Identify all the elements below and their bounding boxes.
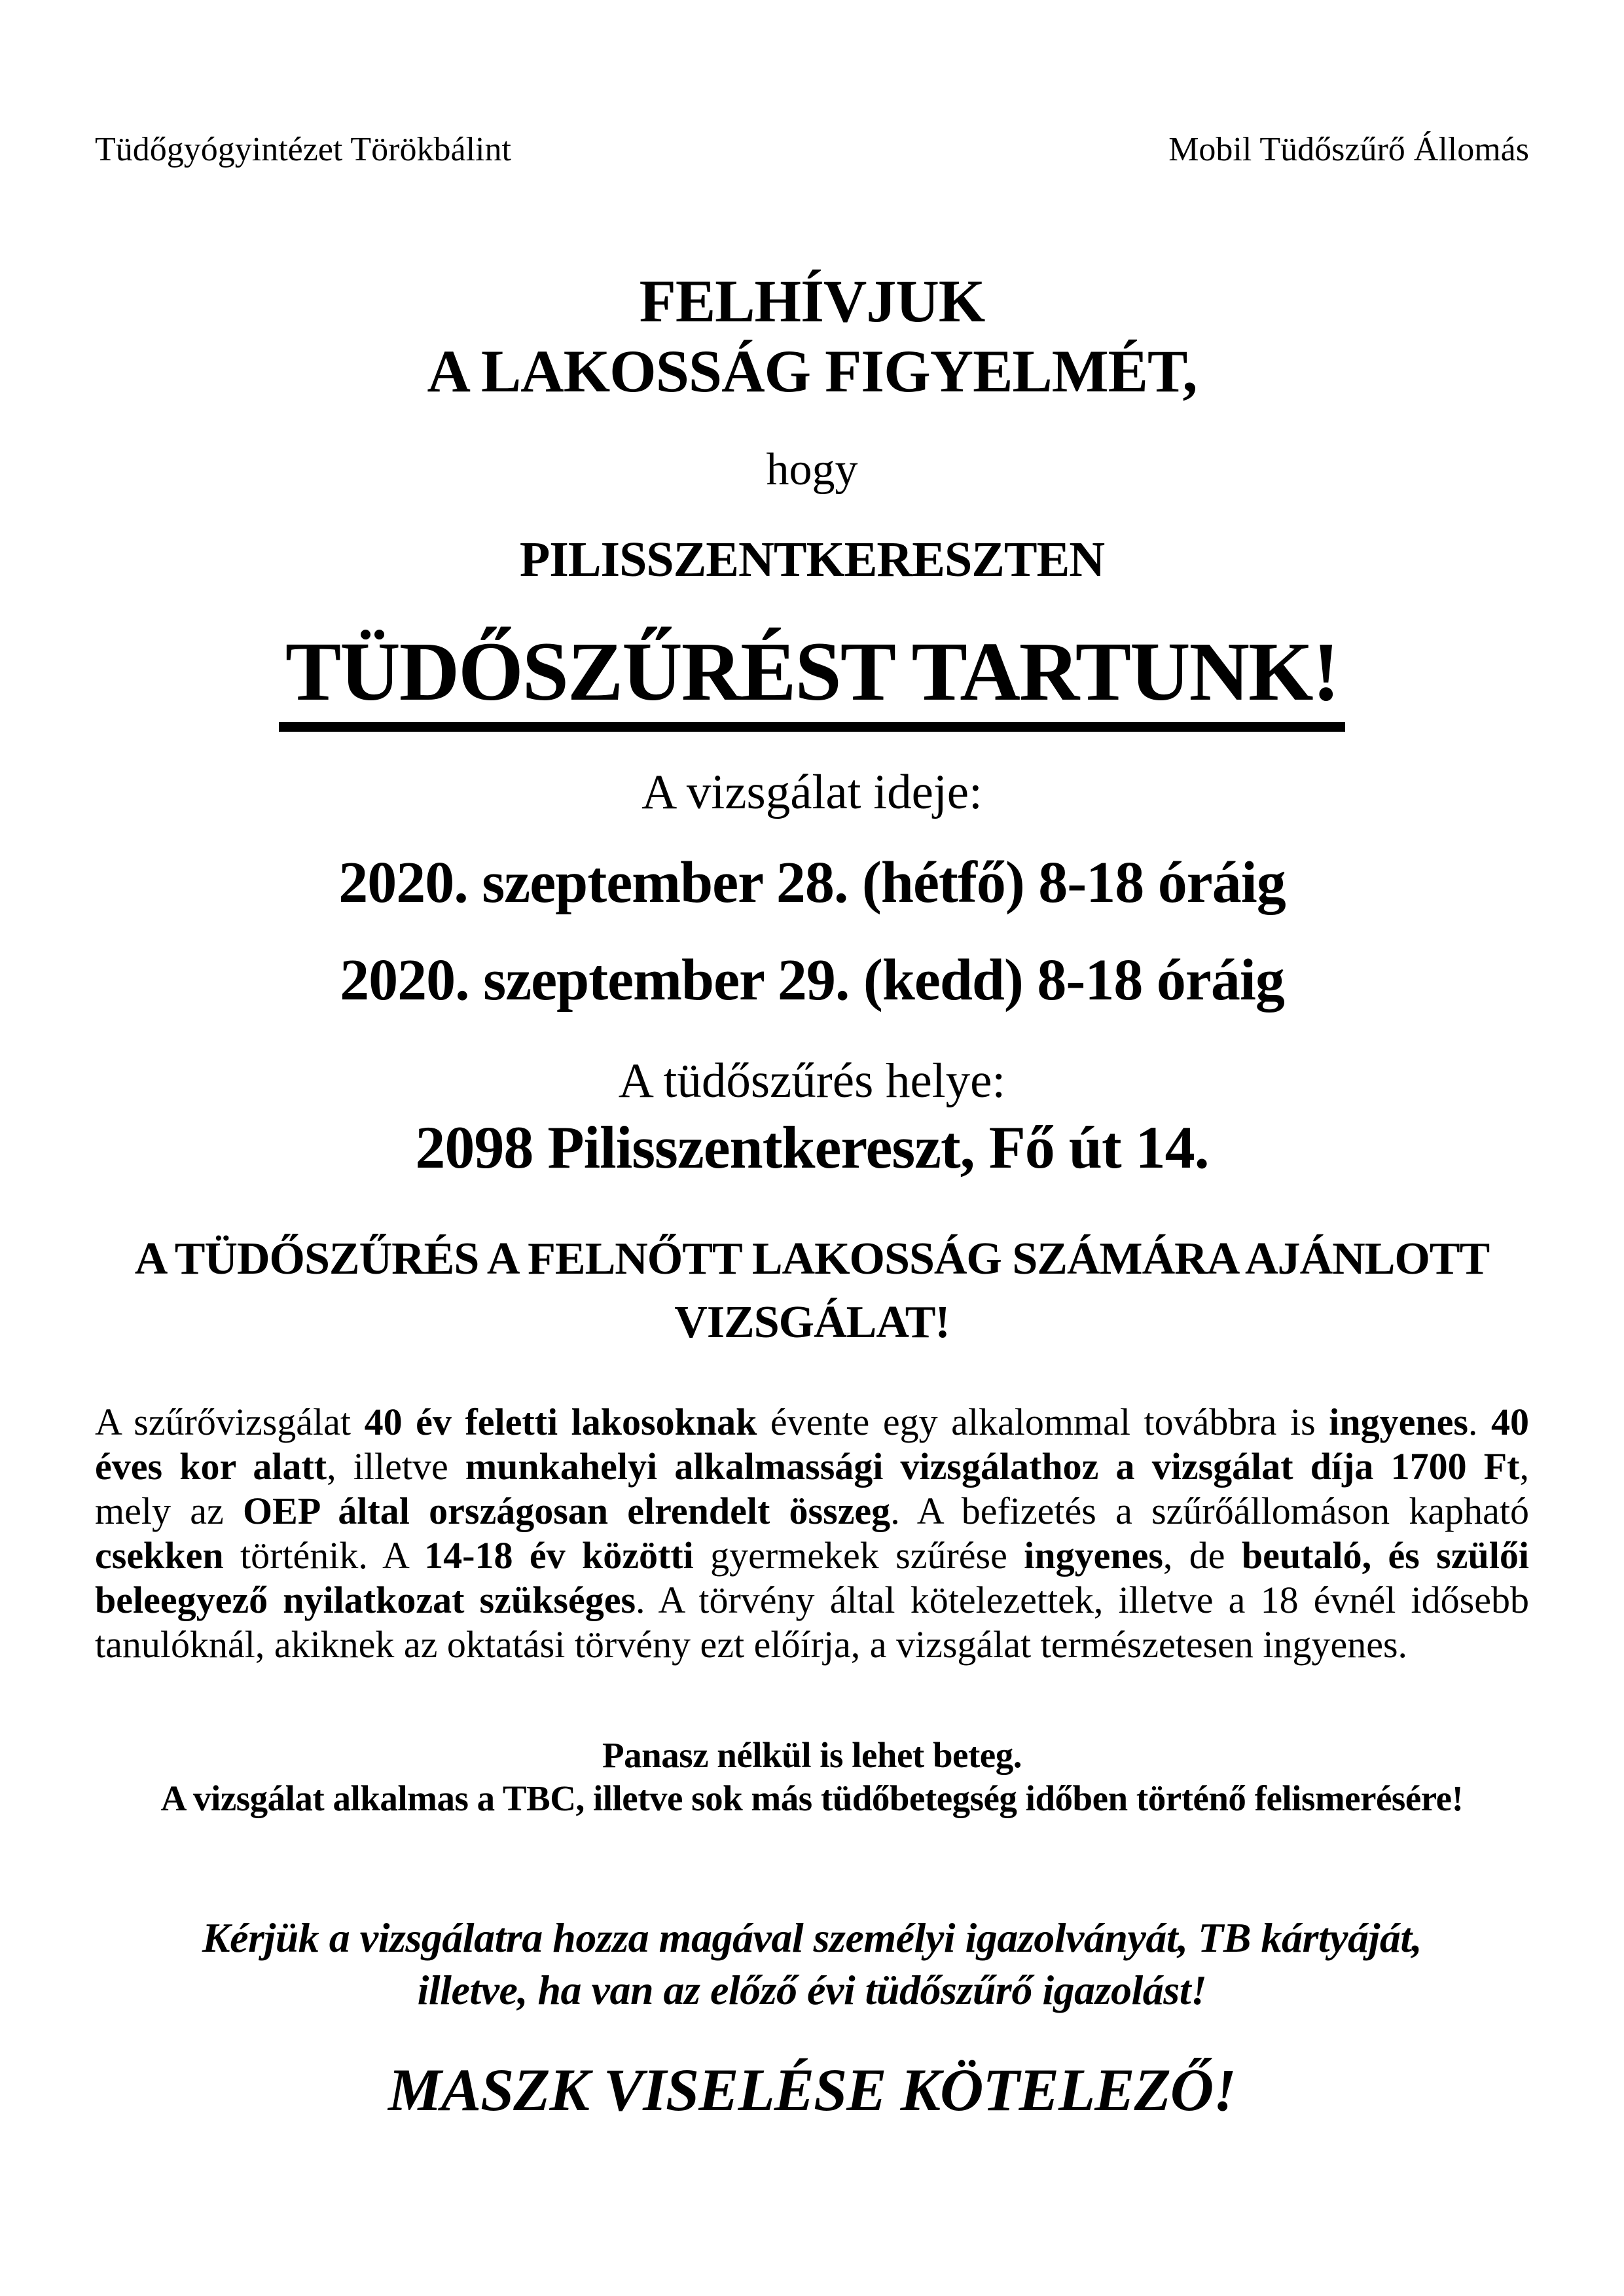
- text-segment-bold: 40 év feletti lakosoknak: [364, 1401, 757, 1444]
- main-title-wrap: [95, 626, 1529, 732]
- text-segment-bold: csekken: [95, 1534, 224, 1577]
- main-title: TÜDŐSZŰRÉST TARTUNK!: [279, 626, 1345, 732]
- notice-line1: Panasz nélkül is lehet beteg.: [602, 1735, 1022, 1776]
- venue-label: A tüdőszűrés helye:: [618, 1053, 1006, 1108]
- location-name: PILISSZENTKERESZTEN: [519, 531, 1105, 587]
- notice-block: [95, 1734, 1529, 1820]
- connector-word: hogy: [766, 444, 858, 495]
- text-segment: , de: [1163, 1534, 1242, 1577]
- text-segment: . A törvény által kötelezettek, illetve a 18 évnél idősebb tanulóknál, akiknek az oktatási törvény ezt előírja, a vizsgálat természetesen ingyenes.: [95, 1579, 1529, 1666]
- bring-block: [95, 1912, 1529, 2017]
- text-segment: A szűrővizsgálat: [95, 1401, 365, 1444]
- schedule-date-2: [95, 948, 1529, 1014]
- notice-line2: A vizsgálat alkalmas a TBC, illetve sok más tüdőbetegség időben történő felismerésére!: [160, 1778, 1464, 1819]
- text-segment: . A befizetés a szűrőállomáson kapható: [890, 1490, 1529, 1533]
- venue-address: 2098 Pilisszentkereszt, Fő út 14.: [415, 1114, 1209, 1181]
- document-header: [95, 131, 1529, 168]
- schedule-date-2-text: 2020. szeptember 29. (kedd) 8-18 óráig: [340, 947, 1284, 1013]
- recommendation-line2: VIZSGÁLAT!: [674, 1297, 950, 1348]
- text-segment: évente egy alkalommal továbbra is: [757, 1401, 1329, 1444]
- text-segment-bold: 40 éves kor alatt: [95, 1401, 1529, 1488]
- announcement-title-line2: A LAKOSSÁG FIGYELMÉT,: [427, 337, 1197, 404]
- bring-line2: illetve, ha van az előző évi tüdőszűrő igazolást!: [417, 1967, 1207, 2014]
- bring-line1: Kérjük a vizsgálatra hozza magával személyi igazolványát, TB kártyáját,: [202, 1914, 1422, 1962]
- text-segment: történik. A: [223, 1534, 425, 1577]
- announcement-title-line1: FELHÍVJUK: [639, 268, 985, 335]
- schedule-date-1: 2020. szeptember 28. (hétfő) 8-18 óráig: [338, 850, 1286, 915]
- mask-notice: MASZK VISELÉSE KÖTELEZŐ!: [388, 2056, 1236, 2124]
- text-segment: .: [1468, 1401, 1491, 1444]
- recommendation-heading: [95, 1228, 1529, 1354]
- announcement-title: [95, 266, 1529, 406]
- text-segment-bold: 14-18 év közötti: [424, 1534, 694, 1577]
- text-segment-bold: ingyenes: [1329, 1401, 1468, 1444]
- text-segment-bold: munkahelyi alkalmassági vizsgálathoz a vizsgálat díja 1700 Ft: [465, 1445, 1520, 1488]
- recommendation-line1: A TÜDŐSZŰRÉS A FELNŐTT LAKOSSÁG SZÁMÁRA AJÁNLOTT: [134, 1234, 1490, 1285]
- header-left-org: Tüdőgyógyintézet Törökbálint: [95, 131, 511, 168]
- details-paragraph: [95, 1400, 1529, 1667]
- text-segment: gyermekek szűrése: [693, 1534, 1024, 1577]
- text-segment-bold: OEP által országosan elrendelt összeg: [243, 1490, 891, 1533]
- text-segment: , illetve: [327, 1445, 465, 1488]
- header-right-org: Mobil Tüdőszűrő Állomás: [1168, 131, 1529, 168]
- text-segment: , mely az: [95, 1445, 1529, 1533]
- schedule-label: A vizsgálat ideje:: [641, 765, 983, 820]
- text-segment-bold: ingyenes: [1024, 1534, 1163, 1577]
- text-segment-bold: beutaló, és szülői beleegyező nyilatkozat szükséges: [95, 1534, 1529, 1622]
